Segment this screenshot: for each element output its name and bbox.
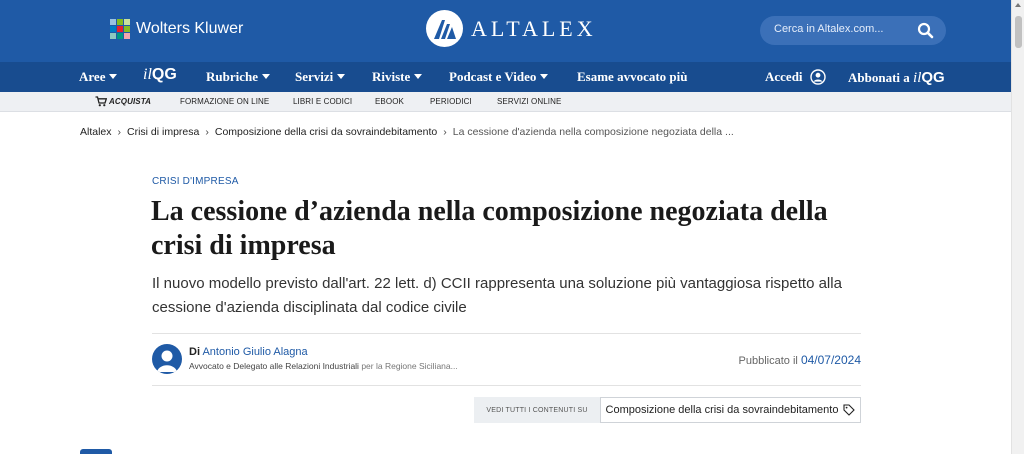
article-category[interactable]: CRISI D'IMPRESA <box>152 176 239 187</box>
ilqg-qg-text: QG <box>151 66 177 83</box>
article-title: La cessione d’azienda nella composizione negoziata della crisi di impresa <box>151 196 828 261</box>
subnav-formazione[interactable]: FORMAZIONE ON LINE <box>180 97 270 106</box>
subnav-servizi-online[interactable]: SERVIZI ONLINE <box>497 97 562 106</box>
tag-icon <box>843 404 855 416</box>
nav-rubriche[interactable] <box>206 69 270 85</box>
breadcrumb-current: La cessione d'azienda nella composizione negoziata della ... <box>452 126 734 138</box>
altalex-wordmark: ALTALEX <box>471 15 597 41</box>
wolters-kluwer-logo[interactable] <box>110 19 243 39</box>
divider <box>152 333 861 334</box>
breadcrumb-link[interactable]: Crisi di impresa <box>127 126 200 138</box>
author-name[interactable]: Antonio Giulio Alagna <box>202 346 308 358</box>
nav-accedi[interactable] <box>765 69 826 85</box>
wolters-kluwer-text: Wolters Kluwer <box>136 20 244 37</box>
chevron-down-icon <box>337 74 345 79</box>
nav-podcast[interactable] <box>449 69 548 85</box>
author-avatar[interactable] <box>152 344 182 374</box>
nav-servizi[interactable] <box>295 69 345 85</box>
user-avatar-icon <box>152 344 182 374</box>
publish-info <box>739 353 861 367</box>
user-icon <box>810 69 826 85</box>
altalex-logo[interactable] <box>426 10 597 47</box>
topic-tag-button[interactable] <box>600 397 861 423</box>
breadcrumb-link[interactable]: Composizione della crisi da sovraindebitamento <box>214 126 438 138</box>
published-date: 04/07/2024 <box>800 353 861 367</box>
shop-subnav <box>0 92 1011 112</box>
nav-podcast-label: Podcast e Video <box>449 69 537 84</box>
abbonati-qg-text: QG <box>921 69 945 86</box>
cart-icon <box>95 96 107 107</box>
author-role-text: Avvocato e Delegato alle Relazioni Industriali <box>189 361 359 371</box>
article-subtitle: Il nuovo modello previsto dall'art. 22 lett. d) CCII rappresenta una soluzione più vantaggiosa rispetto alla cessione d'azienda disciplinata dal codice civile <box>152 275 842 316</box>
subnav-libri[interactable]: LIBRI E CODICI <box>293 97 353 106</box>
altalex-emblem-icon <box>426 10 463 47</box>
share-button-partial[interactable] <box>80 449 112 454</box>
nav-aree[interactable] <box>79 69 117 85</box>
nav-riviste-label: Riviste <box>372 69 411 84</box>
breadcrumb <box>80 126 734 138</box>
author-role <box>189 361 458 371</box>
ilqg-il-text: il <box>143 66 152 83</box>
nav-rubriche-label: Rubriche <box>206 69 258 84</box>
chevron-down-icon <box>540 74 548 79</box>
chevron-down-icon <box>109 74 117 79</box>
divider <box>152 385 861 386</box>
scrollbar-thumb[interactable] <box>1015 16 1022 48</box>
author-prefix: Di <box>189 346 200 358</box>
chevron-down-icon <box>414 74 422 79</box>
author-byline <box>189 346 308 358</box>
author-role-suffix: per la Regione Siciliana... <box>361 361 458 371</box>
nav-esame[interactable] <box>577 69 688 85</box>
nav-accedi-label: Accedi <box>765 69 803 84</box>
nav-riviste[interactable] <box>372 69 422 85</box>
nav-abbonati-label: Abbonati a <box>848 70 910 85</box>
subnav-ebook[interactable]: EBOOK <box>375 97 404 106</box>
chevron-right-icon: › <box>117 126 122 138</box>
top-header <box>0 0 1011 62</box>
page-scrollbar[interactable] <box>1011 0 1024 454</box>
chevron-down-icon <box>262 74 270 79</box>
nav-servizi-label: Servizi <box>295 69 334 84</box>
subnav-periodici[interactable]: PERIODICI <box>430 97 472 106</box>
subnav-acquista[interactable]: ACQUISTA <box>109 97 151 106</box>
chevron-right-icon: › <box>205 126 209 138</box>
search-input[interactable] <box>774 23 914 35</box>
chevron-right-icon: › <box>443 126 447 138</box>
search-box[interactable] <box>760 16 946 45</box>
nav-ilqg[interactable] <box>143 66 177 84</box>
nav-esame-label: Esame avvocato più <box>577 69 688 84</box>
nav-abbonati[interactable] <box>848 69 945 87</box>
search-icon[interactable] <box>917 22 934 39</box>
main-nav <box>0 62 1011 92</box>
nav-aree-label: Aree <box>79 69 106 84</box>
published-label: Pubblicato il <box>738 355 798 367</box>
see-all-label: VEDI TUTTI I CONTENUTI SU <box>474 397 600 423</box>
scroll-up-arrow-icon[interactable] <box>1015 3 1021 7</box>
wolters-kluwer-icon <box>110 19 130 39</box>
topic-tag-label: Composizione della crisi da sovraindebitamento <box>605 404 839 416</box>
abbonati-il-text: il <box>913 70 922 86</box>
breadcrumb-link[interactable]: Altalex <box>80 126 112 138</box>
